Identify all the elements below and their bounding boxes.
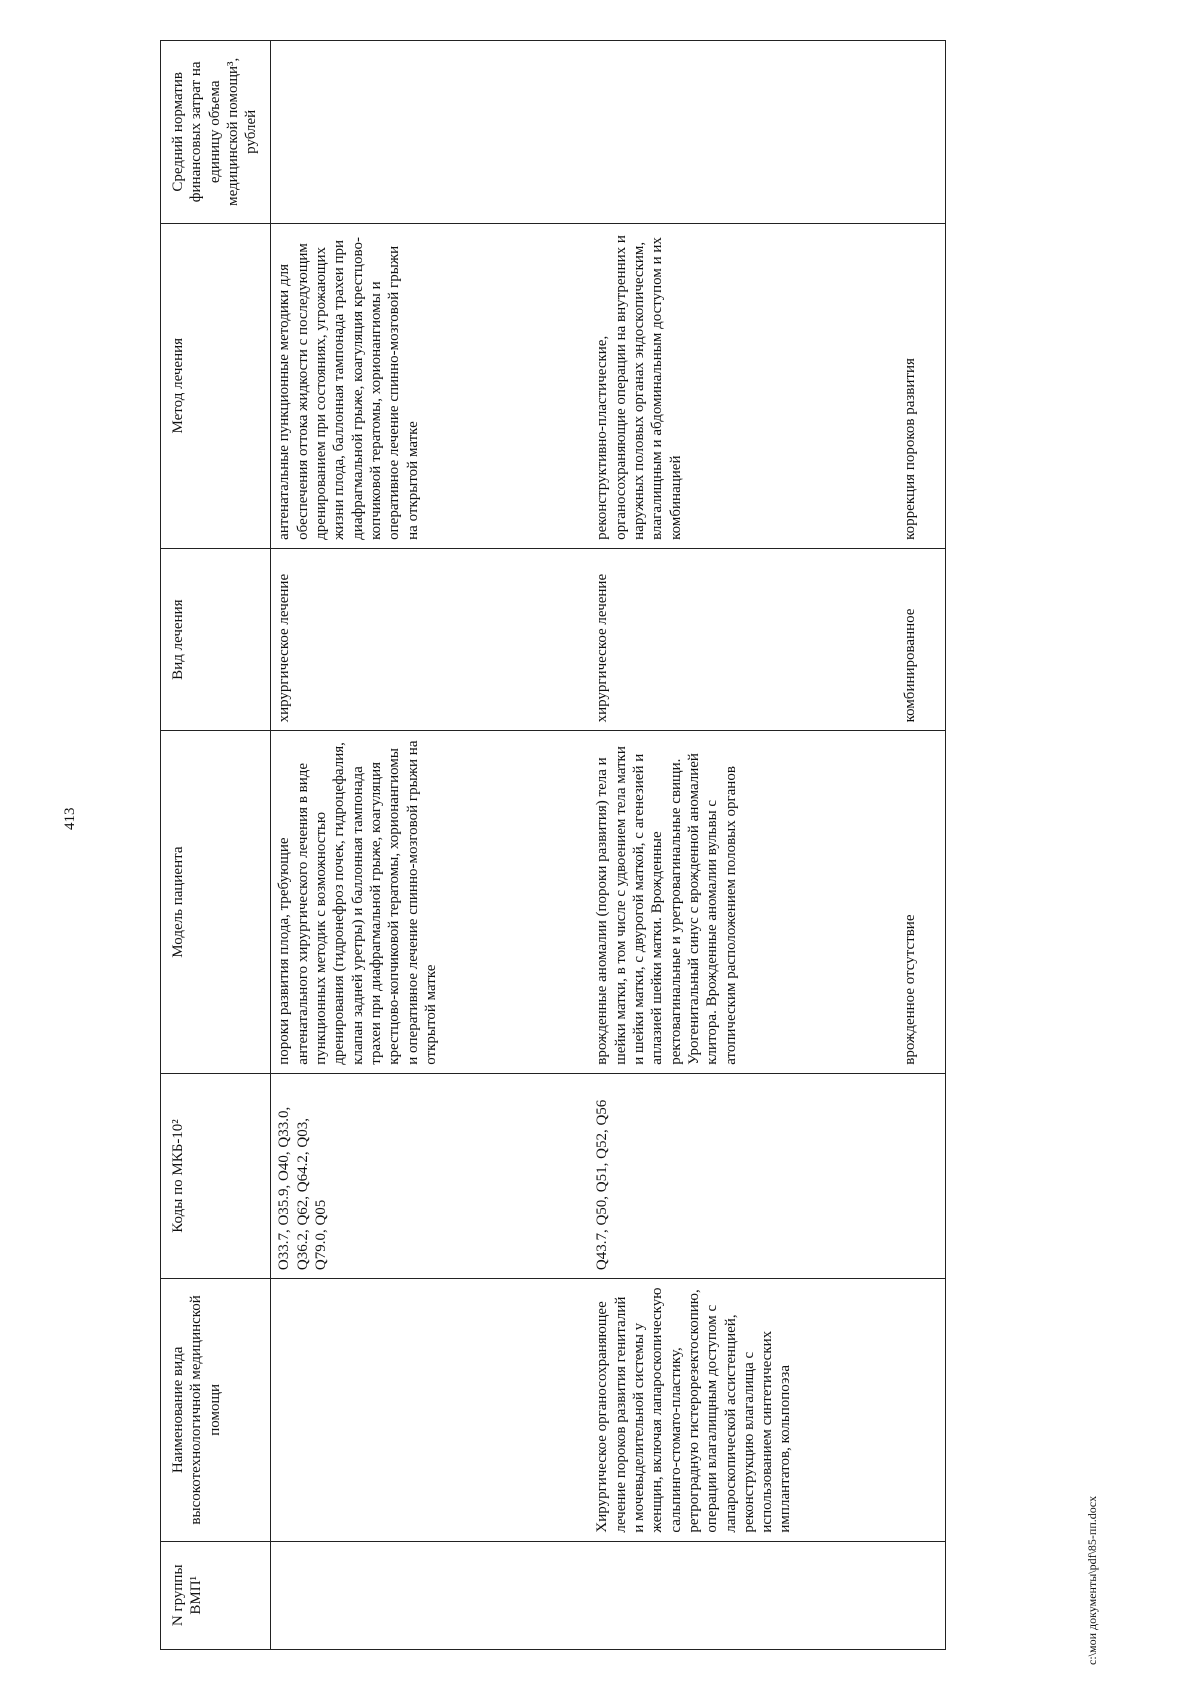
cell-name: [897, 1279, 946, 1541]
cell-treatment-type: хирургическое лечение: [271, 548, 590, 731]
header-patient-model: Модель пациента: [161, 731, 271, 1073]
table-row: [271, 41, 590, 1650]
cell-treatment-type: комбинированное: [897, 548, 946, 731]
header-cost-standard: Средний норматив финансовых затрат на единицу объема медицинской помощи³, рублей: [161, 41, 271, 224]
header-icd-codes: Коды по МКБ-10²: [161, 1073, 271, 1278]
cell-group: [897, 1541, 946, 1649]
table-row: [589, 41, 897, 1650]
cell-codes: O33.7, O35.9, O40, Q33.0, Q36.2, Q62, Q64.2, Q03, Q79.0, Q05: [271, 1073, 590, 1278]
cell-cost: [589, 41, 897, 224]
hmp-table: [160, 40, 946, 1650]
table-header-row: [161, 41, 271, 1650]
header-group-number: N группы ВМП¹: [161, 1541, 271, 1649]
cell-codes: Q43.7, Q50, Q51, Q52, Q56: [589, 1073, 897, 1278]
footer-file-path: c:\мои документы\pdf\85-пп.docx: [1085, 1495, 1099, 1665]
cell-name: [271, 1279, 590, 1541]
header-treatment-method: Метод лечения: [161, 223, 271, 548]
cell-codes: [897, 1073, 946, 1278]
cell-method: коррекция пороков развития: [897, 223, 946, 548]
cell-method: антенатальные пункционные методики для обеспечения оттока жидкости с последующим дренированием при состояниях, угрожающих жизни плода, баллонная тампонада трахеи при диафрагмальной грыже, коагуляция крестцово-копчиковой тератомы, хорионангиомы и оперативное лечение спинно-мозговой грыжи на открытой матке: [271, 223, 590, 548]
cell-name: Хирургическое органосохраняющее лечение пороков развития гениталий и мочевыделительной системы у женщин, включая лапароскопическую сальпинго-стомато-пластику, ретроградную гистерорезектоскопию, операции влагалищным доступом с лапароскопической ассистенцией, реконструкцию влагалища с использованием синтетических имплантатов, кольпопоэза: [589, 1279, 897, 1541]
cell-group: [589, 1541, 897, 1649]
table-row: [897, 41, 946, 1650]
cell-cost: [897, 41, 946, 224]
cell-cost: [271, 41, 590, 224]
cell-model: врожденные аномалии (пороки развития) тела и шейки матки, в том числе с удвоением тела матки и шейки матки, с двурогой маткой, с агенезией и аплазией шейки матки. Врожденные ректовагинальные и уретровагинальные свищи. Урогенитальный синус с врожденной аномалией клитора. Врожденные аномалии вульвы с атопическим расположением половых органов: [589, 731, 897, 1073]
cell-model: врожденное отсутствие: [897, 731, 946, 1073]
cell-group: [271, 1541, 590, 1649]
header-service-name: Наименование вида высокотехнологичной медицинской помощи: [161, 1279, 271, 1541]
cell-treatment-type: хирургическое лечение: [589, 548, 897, 731]
cell-method: реконструктивно-пластические, органосохраняющие операции на внутренних и наружных половых органах эндоскопическим, влагалищным и абдоминальным доступом и их комбинацией: [589, 223, 897, 548]
page-number: 413: [62, 807, 78, 830]
rotated-page-content: [40, 40, 940, 1650]
header-treatment-type: Вид лечения: [161, 548, 271, 731]
cell-model: пороки развития плода, требующие антенатального хирургического лечения в виде пункционных методик с возможностью дренирования (гидронефроз почек, гидроцефалия, клапан задней уретры) и баллонная тампонада трахеи при диафрагмальной грыже, коагуляция крестцово-копчиковой тератомы, хорионангиомы и оперативное лечение спинно-мозговой грыжи на открытой матке: [271, 731, 590, 1073]
